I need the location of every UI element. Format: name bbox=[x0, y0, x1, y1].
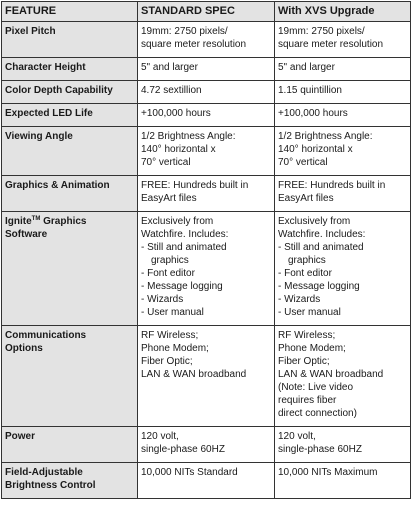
feature-label: Options bbox=[5, 343, 43, 354]
table-row bbox=[2, 427, 411, 463]
cell-text: Phone Modem; bbox=[141, 343, 209, 354]
standard-cell bbox=[138, 427, 275, 463]
table-row bbox=[2, 22, 411, 58]
xvs-cell bbox=[275, 326, 411, 427]
cell-text: 4.72 sextillion bbox=[141, 85, 202, 96]
standard-cell bbox=[138, 81, 275, 104]
feature-cell bbox=[2, 212, 138, 326]
cell-text: graphics bbox=[288, 255, 326, 266]
cell-text: 5" and larger bbox=[141, 62, 198, 73]
header-row bbox=[2, 2, 411, 22]
cell-text: RF Wireless; bbox=[278, 330, 336, 341]
xvs-cell bbox=[275, 127, 411, 176]
cell-text: 140° horizontal x bbox=[141, 144, 216, 155]
feature-label: Expected LED Life bbox=[5, 108, 93, 119]
feature-cell bbox=[2, 176, 138, 212]
cell-text: 120 volt, bbox=[141, 431, 179, 442]
table-row bbox=[2, 104, 411, 127]
cell-text: 10,000 NITs Maximum bbox=[278, 467, 378, 478]
cell-text: 1.15 quintillion bbox=[278, 85, 342, 96]
feature-label: Color Depth Capability bbox=[5, 85, 113, 96]
cell-text: graphics bbox=[151, 255, 189, 266]
feature-cell bbox=[2, 463, 138, 499]
cell-text: Exclusively from bbox=[278, 216, 351, 227]
xvs-cell bbox=[275, 212, 411, 326]
cell-text: 70° vertical bbox=[278, 157, 328, 168]
feature-label: Pixel Pitch bbox=[5, 26, 56, 37]
cell-text: FREE: Hundreds built in bbox=[278, 180, 386, 191]
cell-text: 70° vertical bbox=[141, 157, 191, 168]
xvs-cell bbox=[275, 427, 411, 463]
xvs-cell bbox=[275, 176, 411, 212]
feature-label-line2: Software bbox=[5, 229, 48, 240]
cell-text: 5" and larger bbox=[278, 62, 335, 73]
cell-text: - Font editor bbox=[141, 268, 195, 279]
table-row bbox=[2, 58, 411, 81]
feature-cell bbox=[2, 81, 138, 104]
cell-text: Phone Modem; bbox=[278, 343, 346, 354]
cell-text: - Still and animated bbox=[141, 242, 227, 253]
xvs-cell bbox=[275, 22, 411, 58]
cell-text: EasyArt files bbox=[141, 193, 197, 204]
table-row bbox=[2, 176, 411, 212]
standard-cell bbox=[138, 58, 275, 81]
cell-text: - User manual bbox=[141, 307, 204, 318]
trademark-mark: TM bbox=[31, 216, 41, 222]
feature-label: Brightness Control bbox=[5, 480, 96, 491]
cell-text: Fiber Optic; bbox=[141, 356, 193, 367]
feature-cell bbox=[2, 104, 138, 127]
standard-cell bbox=[138, 176, 275, 212]
xvs-cell bbox=[275, 58, 411, 81]
standard-cell bbox=[138, 104, 275, 127]
xvs-cell bbox=[275, 463, 411, 499]
standard-cell bbox=[138, 22, 275, 58]
cell-text: RF Wireless; bbox=[141, 330, 199, 341]
cell-text: 19mm: 2750 pixels/ bbox=[278, 26, 365, 37]
cell-text: - Message logging bbox=[141, 281, 223, 292]
cell-text: Exclusively from bbox=[141, 216, 214, 227]
cell-text: - Font editor bbox=[278, 268, 332, 279]
standard-cell bbox=[138, 463, 275, 499]
cell-text: (Note: Live video bbox=[278, 382, 354, 393]
feature-label bbox=[5, 215, 134, 228]
cell-text: 19mm: 2750 pixels/ bbox=[141, 26, 228, 37]
feature-label: Character Height bbox=[5, 62, 86, 73]
table-row bbox=[2, 212, 411, 326]
feature-label-rest: Graphics bbox=[40, 216, 87, 227]
feature-cell bbox=[2, 326, 138, 427]
cell-text: 1/2 Brightness Angle: bbox=[278, 131, 373, 142]
cell-text: 1/2 Brightness Angle: bbox=[141, 131, 236, 142]
cell-text: direct connection) bbox=[278, 408, 357, 419]
table-row bbox=[2, 127, 411, 176]
feature-cell bbox=[2, 427, 138, 463]
cell-text: 140° horizontal x bbox=[278, 144, 353, 155]
cell-text: FREE: Hundreds built in bbox=[141, 180, 249, 191]
feature-cell bbox=[2, 22, 138, 58]
feature-label: Field-Adjustable bbox=[5, 467, 83, 478]
header-feature: FEATURE bbox=[2, 2, 138, 22]
cell-text: single-phase 60HZ bbox=[278, 444, 362, 455]
spec-comparison-table bbox=[1, 1, 411, 499]
feature-label: Viewing Angle bbox=[5, 131, 73, 142]
cell-text: LAN & WAN broadband bbox=[278, 369, 384, 380]
feature-label-name: Ignite bbox=[5, 216, 32, 227]
feature-cell bbox=[2, 58, 138, 81]
feature-cell bbox=[2, 127, 138, 176]
cell-text: - Wizards bbox=[278, 294, 321, 305]
cell-text: LAN & WAN broadband bbox=[141, 369, 247, 380]
cell-text: EasyArt files bbox=[278, 193, 334, 204]
xvs-cell bbox=[275, 104, 411, 127]
cell-text: +100,000 hours bbox=[141, 108, 211, 119]
cell-text: square meter resolution bbox=[278, 39, 384, 50]
header-standard-spec: STANDARD SPEC bbox=[138, 2, 275, 22]
table-row bbox=[2, 463, 411, 499]
header-xvs-upgrade: With XVS Upgrade bbox=[275, 2, 411, 22]
table-row bbox=[2, 81, 411, 104]
feature-label: Communications bbox=[5, 330, 87, 341]
cell-text: - User manual bbox=[278, 307, 341, 318]
cell-text: - Message logging bbox=[278, 281, 360, 292]
table-row bbox=[2, 326, 411, 427]
xvs-cell bbox=[275, 81, 411, 104]
cell-text: 120 volt, bbox=[278, 431, 316, 442]
cell-text: Watchfire. Includes: bbox=[141, 229, 229, 240]
standard-cell bbox=[138, 127, 275, 176]
cell-text: +100,000 hours bbox=[278, 108, 348, 119]
cell-text: Watchfire. Includes: bbox=[278, 229, 366, 240]
feature-label: Power bbox=[5, 431, 36, 442]
cell-text: single-phase 60HZ bbox=[141, 444, 225, 455]
cell-text: square meter resolution bbox=[141, 39, 247, 50]
standard-cell bbox=[138, 212, 275, 326]
cell-text: - Still and animated bbox=[278, 242, 364, 253]
cell-text: 10,000 NITs Standard bbox=[141, 467, 238, 478]
feature-label: Graphics & Animation bbox=[5, 180, 110, 191]
standard-cell bbox=[138, 326, 275, 427]
cell-text: Fiber Optic; bbox=[278, 356, 330, 367]
cell-text: - Wizards bbox=[141, 294, 184, 305]
cell-text: requires fiber bbox=[278, 395, 337, 406]
